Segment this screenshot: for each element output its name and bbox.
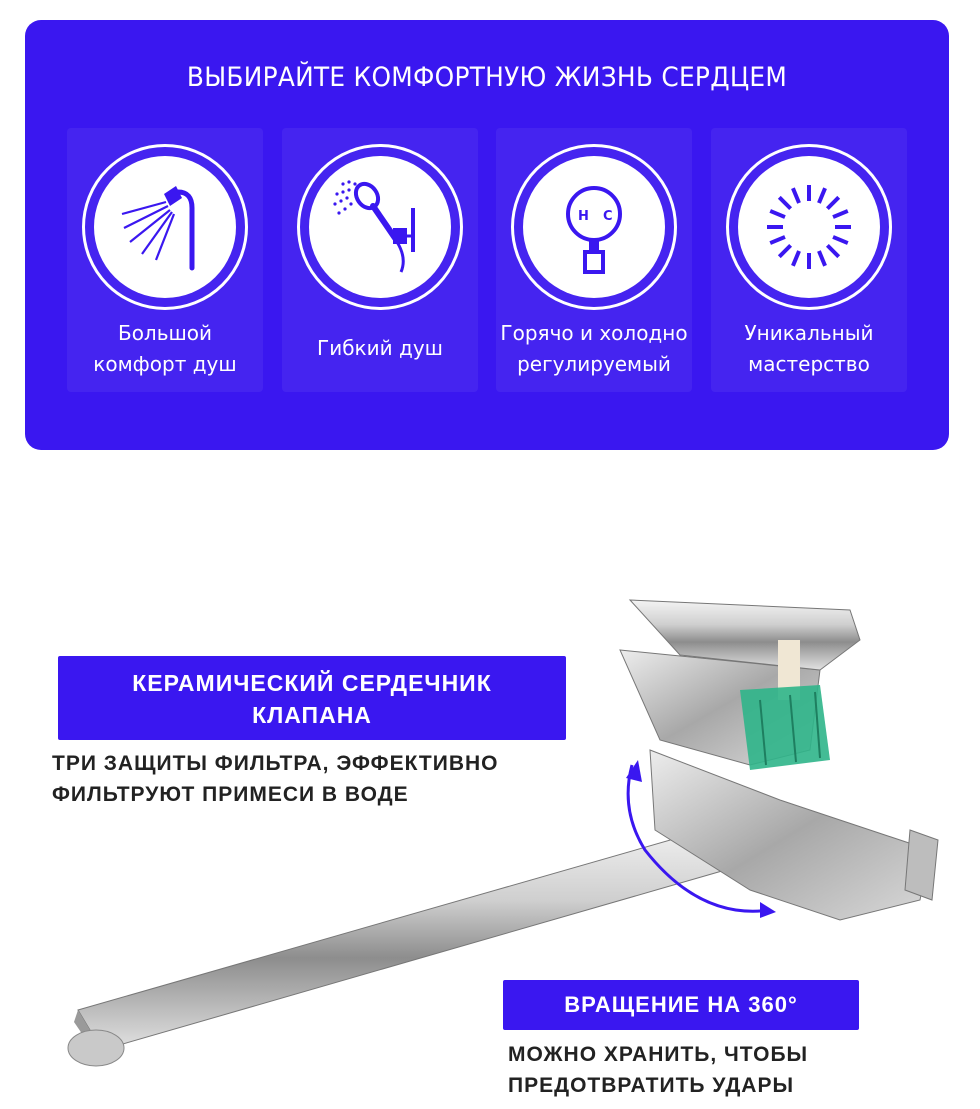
feature-card-flexible: [282, 128, 478, 392]
rotation-badge: ВРАЩЕНИЕ НА 360°: [503, 980, 859, 1030]
feature-ring: [511, 144, 677, 310]
feature-ring: [82, 144, 248, 310]
feature-label: Уникальный мастерство: [744, 321, 874, 376]
feature-ring: [297, 144, 463, 310]
feature-label: Горячо и холодно регулируемый: [500, 321, 688, 376]
valve-letter-cold: C: [603, 209, 613, 224]
sunburst-ray: [779, 245, 790, 256]
feature-label: Гибкий душ: [317, 336, 443, 360]
hot-cold-valve-icon: [523, 156, 665, 298]
sunburst-ray: [833, 211, 848, 217]
feature-label: Большой комфорт душ: [93, 321, 237, 376]
valve-letter-hot: H: [578, 209, 589, 224]
sunburst-ray: [793, 251, 799, 266]
feature-card-craft: [711, 128, 907, 392]
sunburst-ray: [770, 211, 785, 217]
filter-description: ТРИ ЗАЩИТЫ ФИЛЬТРА, ЭФФЕКТИВНО ФИЛЬТРУЮТ ПРИМЕСИ В ВОДЕ: [52, 752, 499, 806]
sunburst-ray: [833, 237, 848, 243]
rotation-description: МОЖНО ХРАНИТЬ, ЧТОБЫ ПРЕДОТВРАТИТЬ УДАРЫ: [508, 1043, 809, 1097]
sunburst-ray: [779, 197, 790, 208]
rain-shower-icon: [94, 156, 236, 298]
ceramic-valve-badge: КЕРАМИЧЕСКИЙ СЕРДЕЧНИК КЛАПАНА: [58, 656, 566, 740]
sunburst-ray: [793, 188, 799, 203]
feature-ring: [726, 144, 892, 310]
sunburst-ray: [819, 251, 825, 266]
sunburst-ray: [770, 237, 785, 243]
features-banner: [25, 20, 949, 450]
feature-card-shower: [67, 128, 263, 392]
banner-title: ВЫБИРАЙТЕ КОМФОРТНУЮ ЖИЗНЬ СЕРДЦЕМ: [186, 62, 788, 93]
sunburst-ray: [827, 245, 838, 256]
hand-shower-icon: [309, 156, 451, 298]
sunburst-ray: [819, 188, 825, 203]
sunburst-ray: [827, 197, 838, 208]
sunburst-icon: [738, 156, 880, 298]
feature-card-hot-cold: [496, 128, 692, 392]
